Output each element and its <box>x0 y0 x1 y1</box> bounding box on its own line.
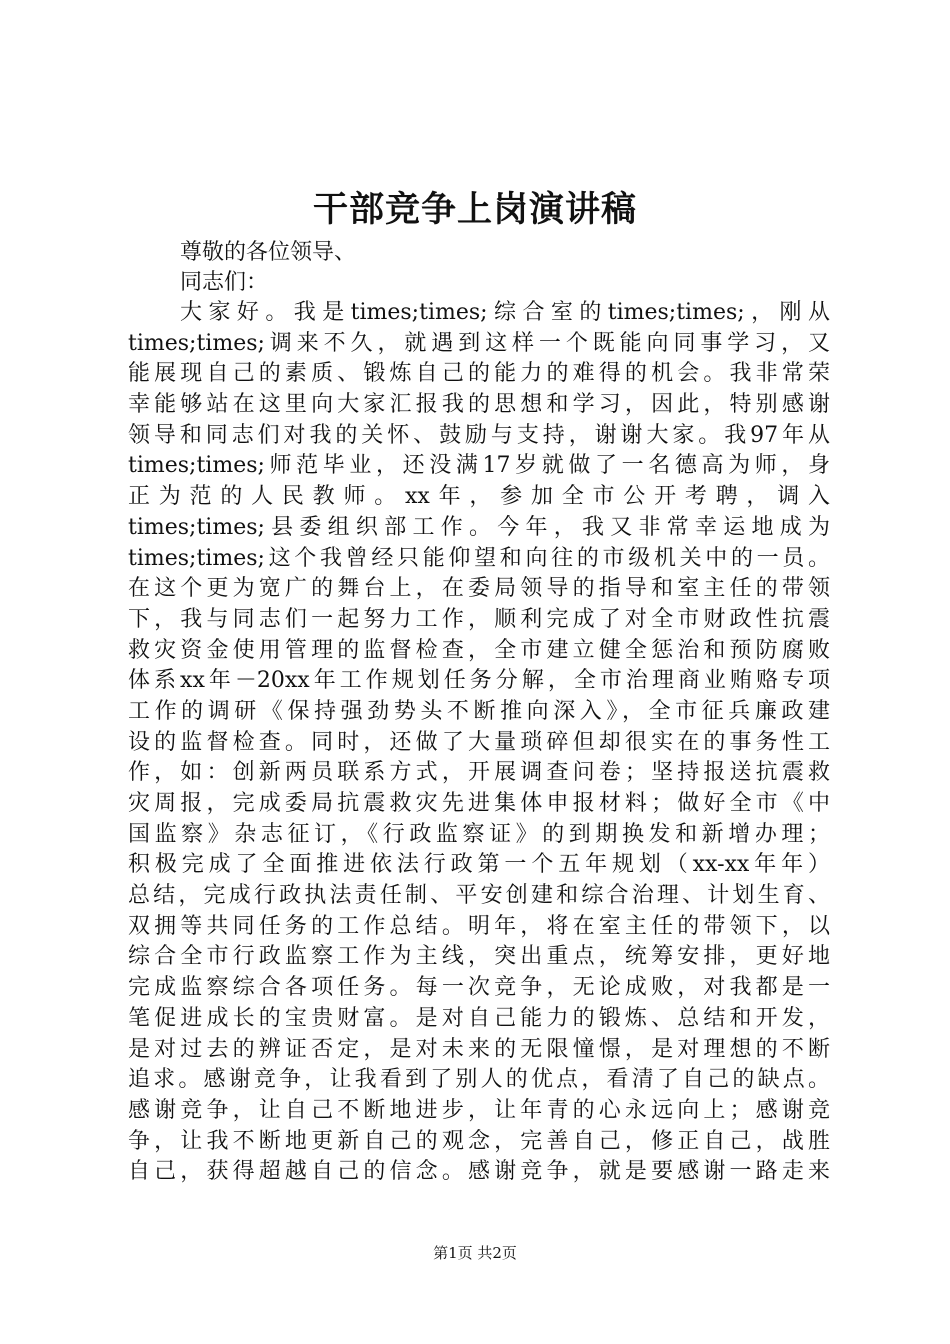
body-line: 灾周报，完成委局抗震救灾先进集体申报材料；做好全市《中 <box>128 791 830 816</box>
page-footer: 第1页 共2页 <box>433 1244 517 1262</box>
body-line: 能展现自己的素质、锻炼自己的能力的难得的机会。我非常荣 <box>128 361 830 387</box>
body-line: 在这个更为宽广的舞台上，在委局领导的指导和室主任的带领 <box>128 576 830 602</box>
body-line: 正为范的人民教师。xx年，参加全市公开考聘，调入 <box>128 484 830 510</box>
body-line: times;times;这个我曾经只能仰望和向往的市级机关中的一员。 <box>128 545 830 571</box>
salutation-line-1: 尊敬的各位领导、 <box>180 240 357 265</box>
body-line: 作，如：创新两员联系方式，开展调查问卷；坚持报送抗震救 <box>128 760 830 786</box>
body-line: 下，我与同志们一起努力工作，顺利完成了对全市财政性抗震 <box>128 606 830 632</box>
body-line: times;times;师范毕业，还没满17岁就做了一名德高为师，身 <box>128 453 830 479</box>
body-line: 救灾资金使用管理的监督检查，全市建立健全惩治和预防腐败 <box>128 637 830 663</box>
body-line: 领导和同志们对我的关怀、鼓励与支持，谢谢大家。我97年从 <box>128 422 830 448</box>
body-line: 大家好。我是times;times;综合室的times;times;，刚从 <box>180 300 830 325</box>
salutation-line-2: 同志们： <box>180 270 269 295</box>
document-title: 干部竞争上岗演讲稿 <box>312 189 637 230</box>
body-line: 是对过去的辨证否定，是对未来的无限憧憬，是对理想的不断 <box>128 1036 830 1062</box>
body-line: 双拥等共同任务的工作总结。明年，将在室主任的带领下，以 <box>128 913 830 939</box>
body-line: 工作的调研《保持强劲势头不断推向深入》，全市征兵廉政建 <box>128 698 830 724</box>
body-line: 体系xx年－20xx年工作规划任务分解，全市治理商业贿赂专项 <box>128 668 830 694</box>
body-line: times;times;调来不久，就遇到这样一个既能向同事学习，又 <box>128 330 830 356</box>
body-line: 积极完成了全面推进依法行政第一个五年规划（xx-xx年年） <box>128 852 830 878</box>
body-line: times;times;县委组织部工作。今年，我又非常幸运地成为 <box>128 514 830 540</box>
body-line: 笔促进成长的宝贵财富。是对自己能力的锻炼、总结和开发， <box>128 1005 830 1031</box>
body-line: 感谢竞争，让自己不断地进步，让年青的心永远向上；感谢竞 <box>128 1097 830 1123</box>
body-paragraph <box>128 298 830 1188</box>
body-line: 总结，完成行政执法责任制、平安创建和综合治理、计划生育、 <box>128 883 830 909</box>
body-line: 自己，获得超越自己的信念。感谢竞争，就是要感谢一路走来 <box>128 1159 830 1185</box>
body-line: 争，让我不断地更新自己的观念，完善自己，修正自己，战胜 <box>128 1128 830 1154</box>
body-line: 追求。感谢竞争，让我看到了别人的优点，看清了自己的缺点。 <box>128 1067 830 1093</box>
body-line: 完成监察综合各项任务。每一次竞争，无论成败，对我都是一 <box>128 975 830 1001</box>
body-line: 设的监督检查。同时，还做了大量琐碎但却很实在的事务性工 <box>128 729 830 755</box>
body-line: 幸能够站在这里向大家汇报我的思想和学习，因此，特别感谢 <box>128 392 830 418</box>
body-line: 国监察》杂志征订，《行政监察证》的到期换发和新增办理； <box>128 821 830 847</box>
body-line: 综合全市行政监察工作为主线，突出重点，统筹安排，更好地 <box>128 944 830 970</box>
